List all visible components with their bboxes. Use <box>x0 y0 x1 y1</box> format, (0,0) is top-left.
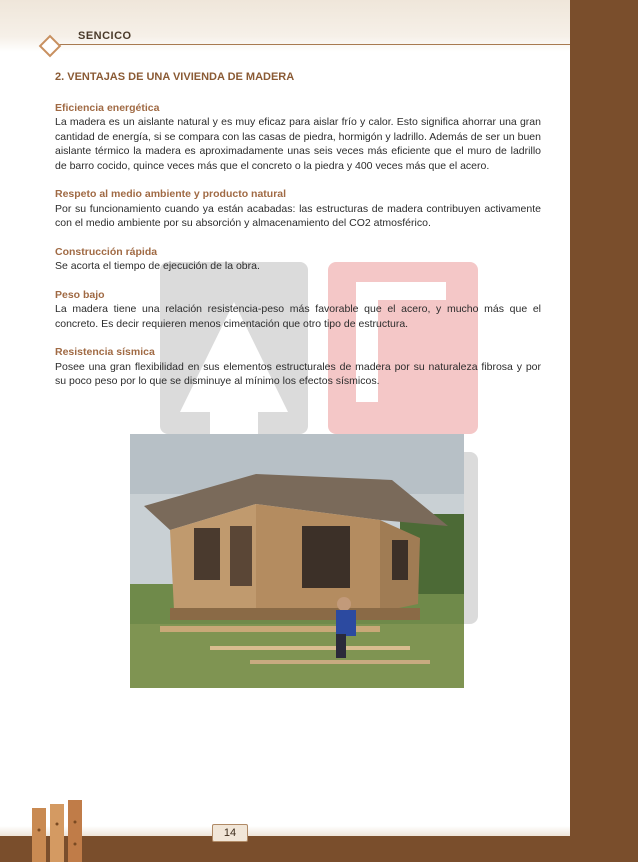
right-decorative-bar <box>570 0 638 862</box>
page-number: 14 <box>212 824 248 842</box>
advantage-body: La madera tiene una relación resistencia-peso más favorable que el acero, y mucho más que el concreto. Es decir requieren menos cimentación que otro tipo de estructura. <box>55 303 541 330</box>
advantage-block <box>55 345 541 389</box>
advantage-heading: Peso bajo <box>55 288 105 301</box>
advantage-block <box>55 288 541 332</box>
advantage-heading: Respeto al medio ambiente y producto natural <box>55 188 287 200</box>
advantage-block <box>55 187 541 231</box>
header-label: SENCICO <box>78 30 132 42</box>
advantage-body: Se acorta el tiempo de ejecución de la obra. <box>55 260 260 272</box>
advantage-block <box>55 245 541 274</box>
bottom-band <box>0 836 638 862</box>
advantage-body: Por su funcionamiento cuando ya están acabadas: las estructuras de madera contribuyen activamente con el medio ambiente por su absorción y almacenamiento del CO2 atmosférico. <box>55 202 541 229</box>
advantage-heading: Resistencia sísmica <box>55 346 155 358</box>
section-title: 2. VENTAJAS DE UNA VIVIENDA DE MADERA <box>55 71 295 83</box>
wood-planks-icon <box>30 800 90 862</box>
header-rule <box>56 44 570 45</box>
advantage-body: Posee una gran flexibilidad en sus elementos estructurales de madera por su naturaleza fibrosa y por su poco peso por lo que se disminuye al mínimo los efectos sísmicos. <box>55 360 541 387</box>
advantage-body: La madera es un aislante natural y es muy eficaz para aislar frío y calor. Esto significa ahorrar una gran cantidad de energía, si se compara con las casas de piedra, hormigón y ladrillo. Además de ser un buen aislante térmico la madera es aproximadamente unas seis veces más eficiente que el muro de ladrillo de barro cocido, quince veces más que el concreto o la piedra y 400 veces más que el acero. <box>55 116 541 172</box>
advantage-heading: Construcción rápida <box>55 245 158 258</box>
advantage-heading: Eficiencia energética <box>55 101 160 114</box>
advantage-block <box>55 101 541 174</box>
wooden-house-photo <box>130 434 464 688</box>
main-content <box>55 70 541 403</box>
